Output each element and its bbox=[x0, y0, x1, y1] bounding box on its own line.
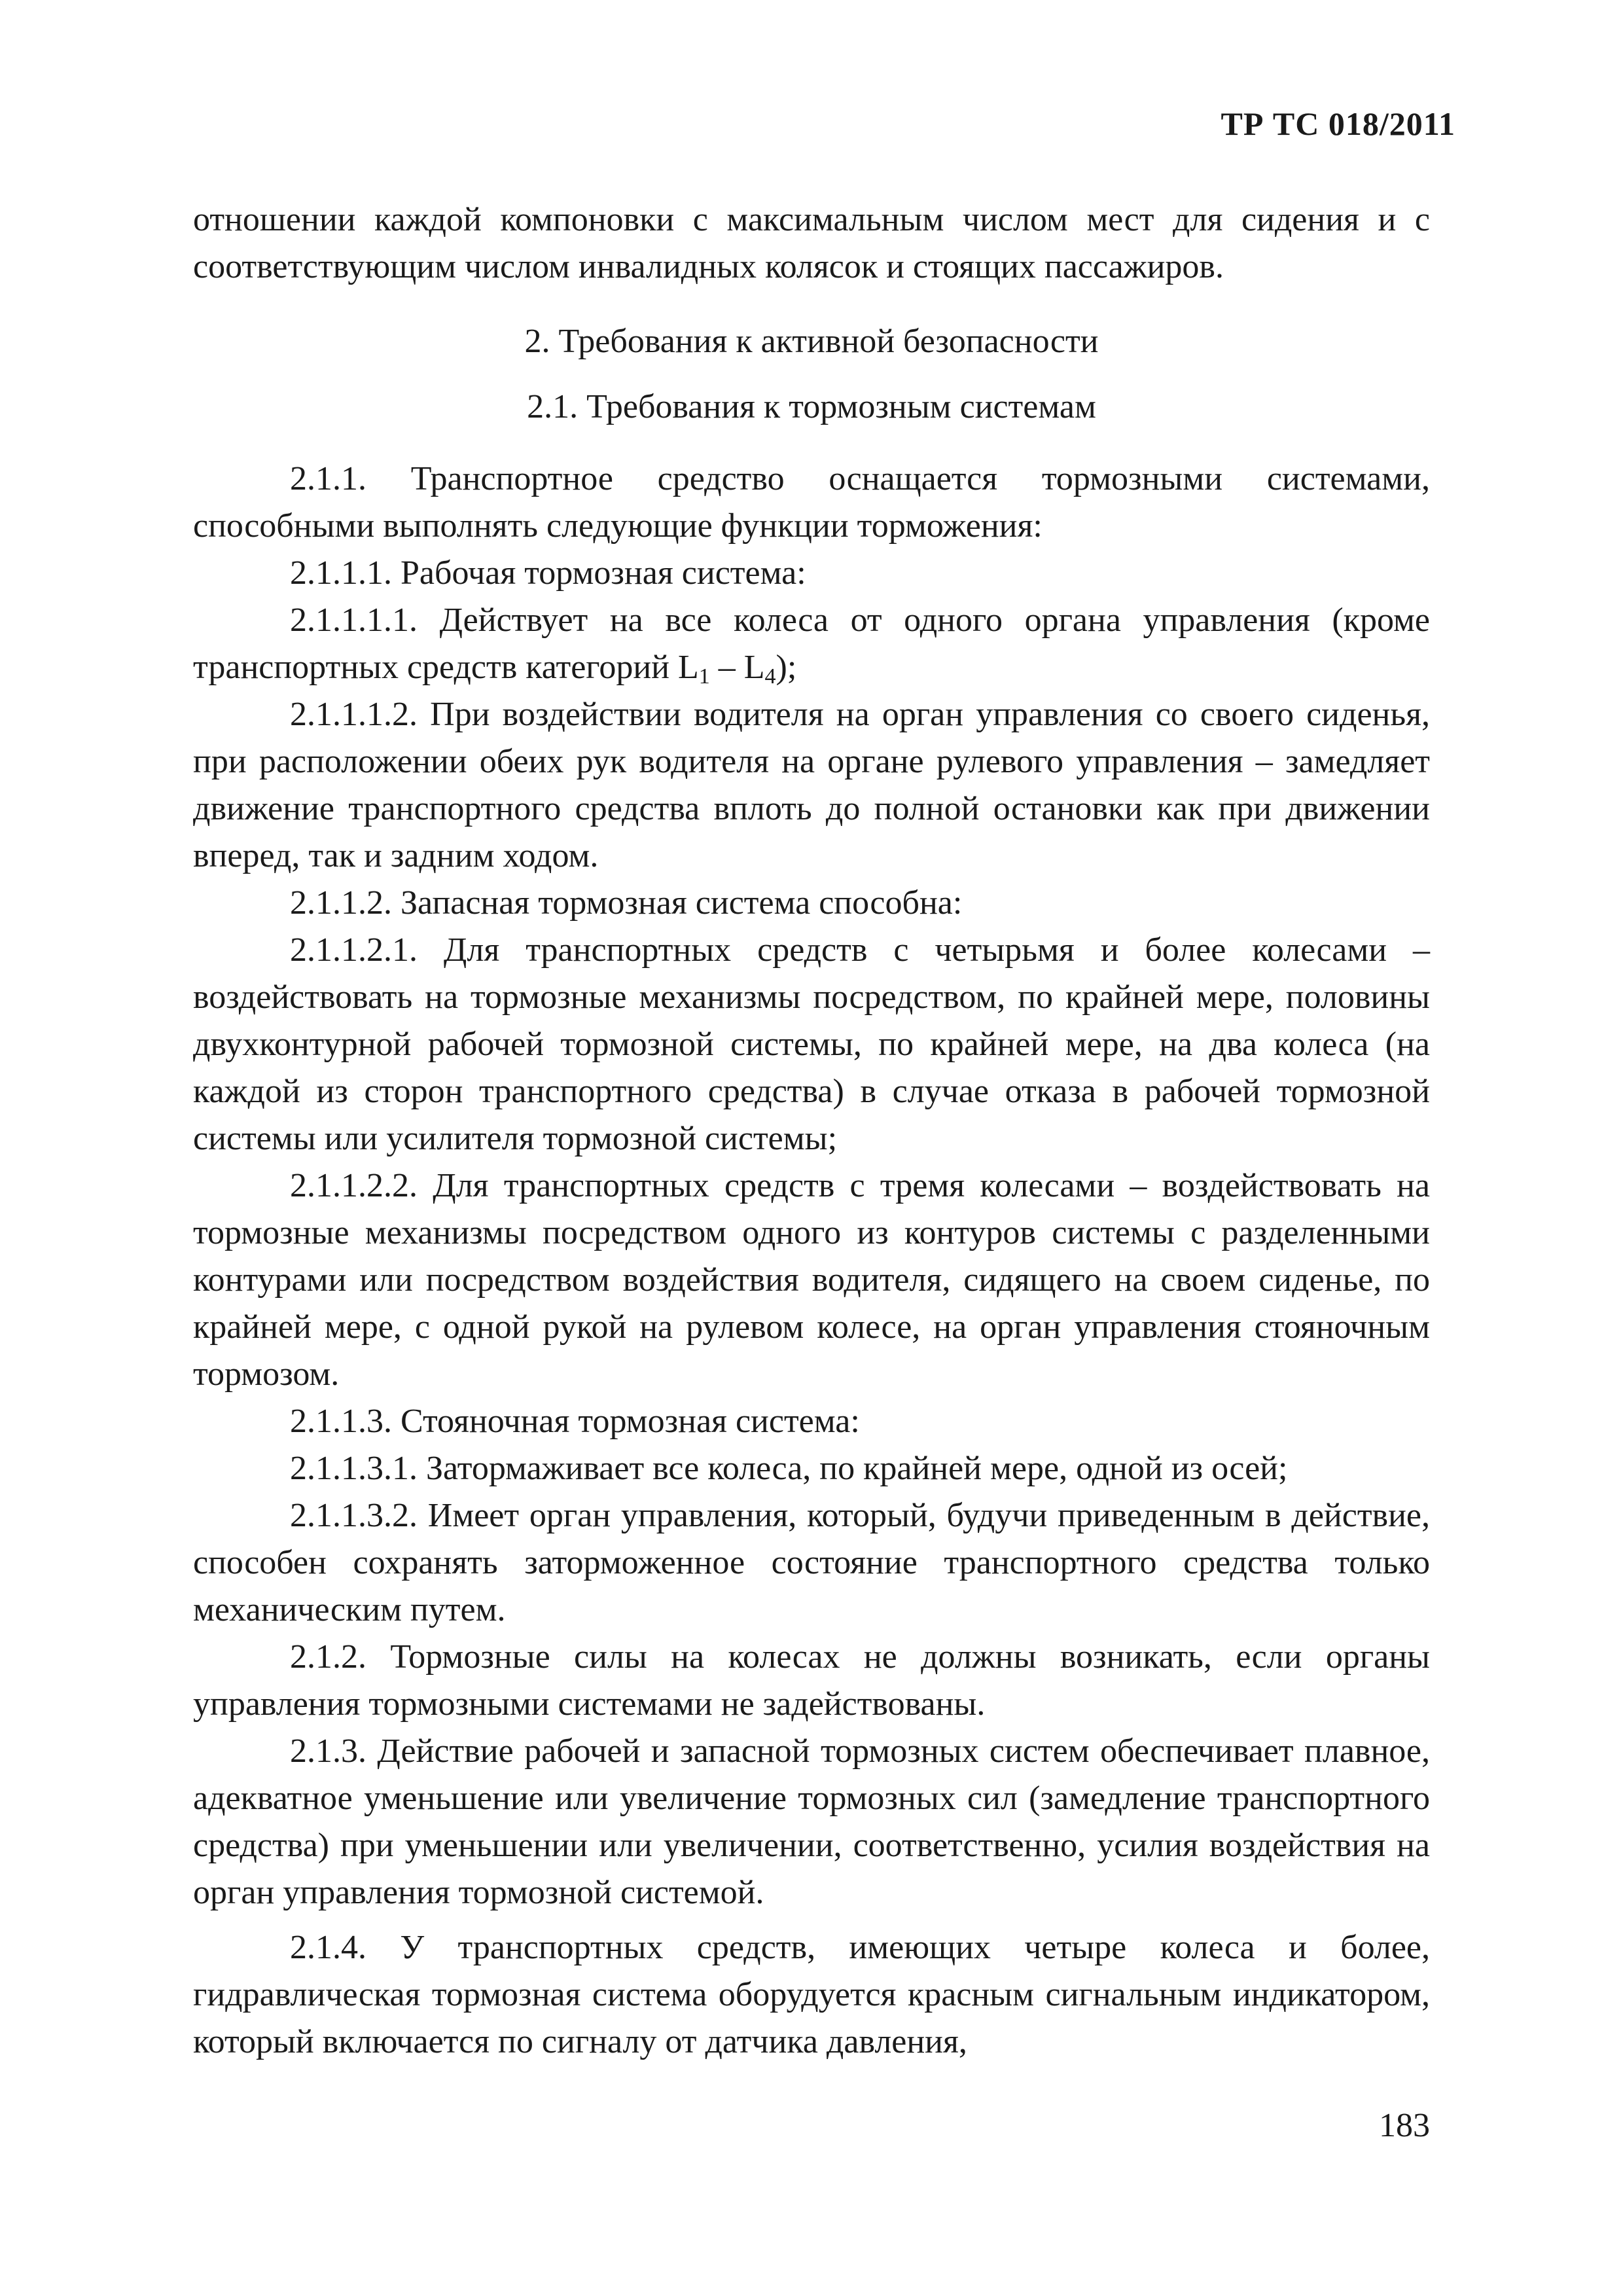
document-code-header: ТР ТС 018/2011 bbox=[1221, 105, 1455, 142]
paragraph-2-1-1: 2.1.1. Транспортное средство оснащается тормозными системами, способными выполнять следующие функции торможения: bbox=[193, 460, 1430, 545]
paragraph-2-1-4: 2.1.4. У транспортных средств, имеющих четыре колеса и более, гидравлическая тормозная система оборудуется красным сигнальным индикатором, который включается по сигналу от датчика давления, bbox=[193, 1929, 1430, 2060]
paragraph-2-1-1-3: 2.1.1.3. Стояночная тормозная система: bbox=[290, 1403, 860, 1440]
subscript: 4 bbox=[764, 664, 776, 689]
paragraph-2-1-1-1-1 bbox=[193, 597, 1430, 691]
document-body bbox=[193, 196, 1430, 2066]
paragraph-2-1-1-1-2: 2.1.1.1.2. При воздействии водителя на орган управления со своего сиденья, при расположении обеих рук водителя на органе рулевого управления – замедляет движение транспортного средства вплоть до полной остановки как при движении вперед, так и задним ходом. bbox=[193, 696, 1430, 874]
paragraph-2-1-1-2-2: 2.1.1.2.2. Для транспортных средств с тремя колесами – воздействовать на тормозные механизмы посредством одного из контуров системы с разделенными контурами или посредством воздействия водителя, сидящего на своем сиденье, по крайней мере, с одной рукой на рулевом колесе, на орган управления стояночным тормозом. bbox=[193, 1167, 1430, 1393]
paragraph-2-1-1-2: 2.1.1.2. Запасная тормозная система способна: bbox=[290, 884, 963, 922]
paragraph-2-1-1-2-1: 2.1.1.2.1. Для транспортных средств с четырьмя и более колесами – воздействовать на тормозные механизмы посредством, по крайней мере, половины двухконтурной рабочей тормозной системы, по крайней мере, на два колеса (на каждой из сторон транспортного средства) в случае отказа в рабочей тормозной системы или усилителя тормозной системы; bbox=[193, 931, 1430, 1157]
paragraph-text: – L bbox=[709, 649, 765, 686]
paragraph-text: ); bbox=[776, 649, 797, 686]
paragraph-2-1-3: 2.1.3. Действие рабочей и запасной тормозных систем обеспечивает плавное, адекватное уменьшение или увеличение тормозных сил (замедление транспортного средства) при уменьшении или увеличении, соответственно, усилия воздействия на орган управления тормозной системой. bbox=[193, 1732, 1430, 1911]
subsection-heading: 2.1. Требования к тормозным системам bbox=[527, 388, 1096, 425]
paragraph-continuation: отношении каждой компоновки с максимальным числом мест для сидения и с соответствующим числом инвалидных колясок и стоящих пассажиров. bbox=[193, 201, 1430, 285]
paragraph-2-1-1-1: 2.1.1.1. Рабочая тормозная система: bbox=[290, 554, 806, 592]
page-number: 183 bbox=[1379, 2107, 1430, 2144]
paragraph-2-1-1-3-2: 2.1.1.3.2. Имеет орган управления, который, будучи приведенным в действие, способен сохранять заторможенное состояние транспортного средства только механическим путем. bbox=[193, 1497, 1430, 1628]
paragraph-2-1-2: 2.1.2. Тормозные силы на колесах не должны возникать, если органы управления тормозными системами не задействованы. bbox=[193, 1638, 1430, 1723]
paragraph-2-1-1-3-1: 2.1.1.3.1. Затормаживает все колеса, по крайней мере, одной из осей; bbox=[290, 1450, 1288, 1487]
section-heading: 2. Требования к активной безопасности bbox=[524, 323, 1099, 360]
subscript: 1 bbox=[698, 664, 710, 689]
paragraph-text: 2.1.1.1.1. Действует на все колеса от одного органа управления (кроме транспортных средств категорий L bbox=[193, 601, 1430, 686]
